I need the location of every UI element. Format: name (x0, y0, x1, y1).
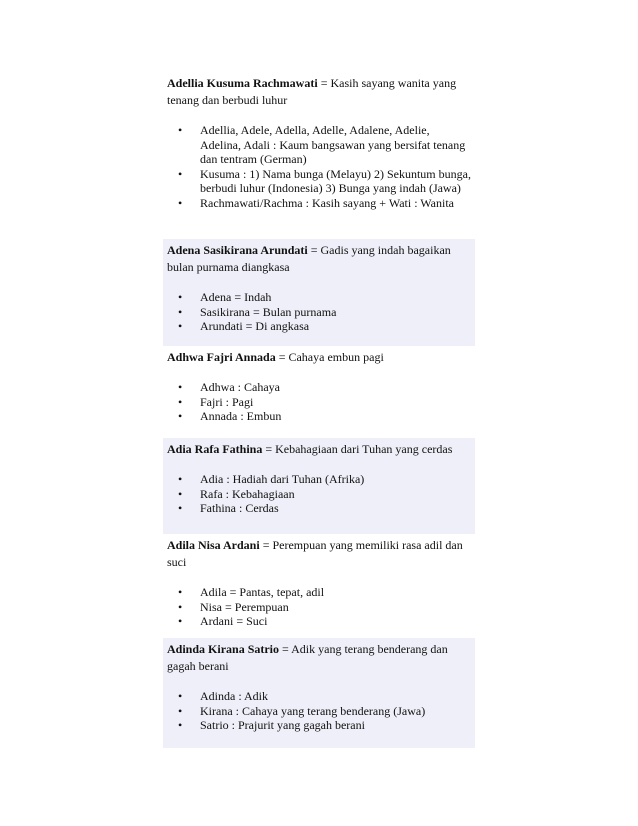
name-list (163, 72, 475, 748)
list-item-text: Adila = Pantas, tepat, adil (200, 585, 325, 599)
list-item-text: Kusuma : 1) Nama bunga (Melayu) 2) Sekuntum bunga, berbudi luhur (Indonesia) 3) Bunga yang indah (Jawa) (200, 166, 471, 196)
entry-heading (167, 75, 471, 109)
list-item-text: Nisa = Perempuan (200, 599, 289, 614)
bullet-icon: • (178, 290, 183, 304)
bullet-icon: • (178, 703, 183, 718)
entry-name: Adena Sasikirana Arundati (167, 243, 308, 257)
meaning-list (167, 585, 471, 629)
list-item (167, 167, 471, 196)
list-item-text: Rafa : Kebahagiaan (200, 486, 295, 501)
name-entry (163, 438, 475, 534)
meaning-list (167, 689, 471, 733)
list-item (167, 689, 471, 704)
meaning-list (167, 290, 471, 334)
meaning-list (167, 472, 471, 516)
bullet-icon: • (178, 486, 183, 501)
list-item-text: Fathina : Cerdas (200, 501, 279, 516)
entry-name: Adila Nisa Ardani (167, 538, 260, 552)
bullet-icon: • (178, 472, 183, 486)
entry-meaning: = Kasih sayang wanita yang tenang dan berbudi luhur (167, 76, 457, 107)
entry-meaning: = Cahaya embun pagi (275, 350, 384, 364)
entry-name: Adellia Kusuma Rachmawati (167, 76, 318, 90)
list-item-text: Adhwa : Cahaya (200, 380, 280, 394)
list-item (167, 290, 471, 305)
list-item (167, 614, 471, 629)
bullet-icon: • (178, 123, 183, 137)
bullet-icon: • (178, 409, 183, 424)
meaning-list (167, 380, 471, 424)
list-item (167, 718, 471, 733)
list-item-text: Satrio : Prajurit yang gagah berani (200, 718, 365, 733)
entry-name: Adinda Kirana Satrio (167, 642, 280, 656)
list-item (167, 600, 471, 615)
list-item (167, 380, 471, 395)
bullet-icon: • (178, 394, 183, 409)
list-item (167, 196, 471, 211)
entry-name: Adhwa Fajri Annada (167, 350, 276, 364)
entry-meaning: = Adik yang terang benderang dan gagah berani (167, 642, 448, 673)
bullet-icon: • (178, 599, 183, 614)
list-item-text: Adena = Indah (200, 290, 272, 304)
list-item (167, 501, 471, 516)
meaning-list (167, 123, 471, 211)
list-item-text: Rachmawati/Rachma : Kasih sayang + Wati : Wanita (200, 195, 454, 210)
bullet-icon: • (178, 319, 183, 334)
bullet-icon: • (178, 689, 183, 703)
name-entry (163, 239, 475, 346)
bullet-icon: • (178, 718, 183, 733)
list-item (167, 395, 471, 410)
list-item-text: Sasikirana = Bulan purnama (200, 304, 337, 319)
entry-heading (167, 441, 471, 458)
list-item-text: Arundati = Di angkasa (200, 319, 310, 334)
list-item-text: Annada : Embun (200, 409, 282, 424)
list-item-text: Adellia, Adele, Adella, Adelle, Adalene, Adelie, Adelina, Adali : Kaum bangsawan yang bersifat tenang dan tentram (German) (200, 123, 466, 167)
entry-heading (167, 242, 471, 276)
list-item-text: Adinda : Adik (200, 689, 268, 703)
list-item (167, 305, 471, 320)
entry-heading (167, 537, 471, 571)
bullet-icon: • (178, 166, 183, 181)
list-item (167, 585, 471, 600)
list-item-text: Ardani = Suci (200, 614, 268, 629)
name-entry (163, 534, 475, 638)
bullet-icon: • (178, 304, 183, 319)
name-entry (163, 638, 475, 748)
list-item-text: Adia : Hadiah dari Tuhan (Afrika) (200, 472, 365, 486)
list-item (167, 409, 471, 424)
list-item (167, 487, 471, 502)
bullet-icon: • (178, 195, 183, 210)
list-item-text: Fajri : Pagi (200, 394, 254, 409)
entry-name: Adia Rafa Fathina (167, 442, 263, 456)
name-entry (163, 72, 475, 239)
list-item (167, 319, 471, 334)
list-item (167, 472, 471, 487)
entry-meaning: = Perempuan yang memiliki rasa adil dan suci (167, 538, 463, 569)
list-item-text: Kirana : Cahaya yang terang benderang (Jawa) (200, 703, 426, 718)
list-item (167, 123, 471, 167)
bullet-icon: • (178, 585, 183, 599)
bullet-icon: • (178, 380, 183, 394)
name-entry (163, 346, 475, 438)
bullet-icon: • (178, 501, 183, 516)
bullet-icon: • (178, 614, 183, 629)
entry-meaning: = Gadis yang indah bagaikan bulan purnama diangkasa (167, 243, 451, 274)
entry-meaning: = Kebahagiaan dari Tuhan yang cerdas (262, 442, 453, 456)
list-item (167, 704, 471, 719)
entry-heading (167, 349, 471, 366)
entry-heading (167, 641, 471, 675)
